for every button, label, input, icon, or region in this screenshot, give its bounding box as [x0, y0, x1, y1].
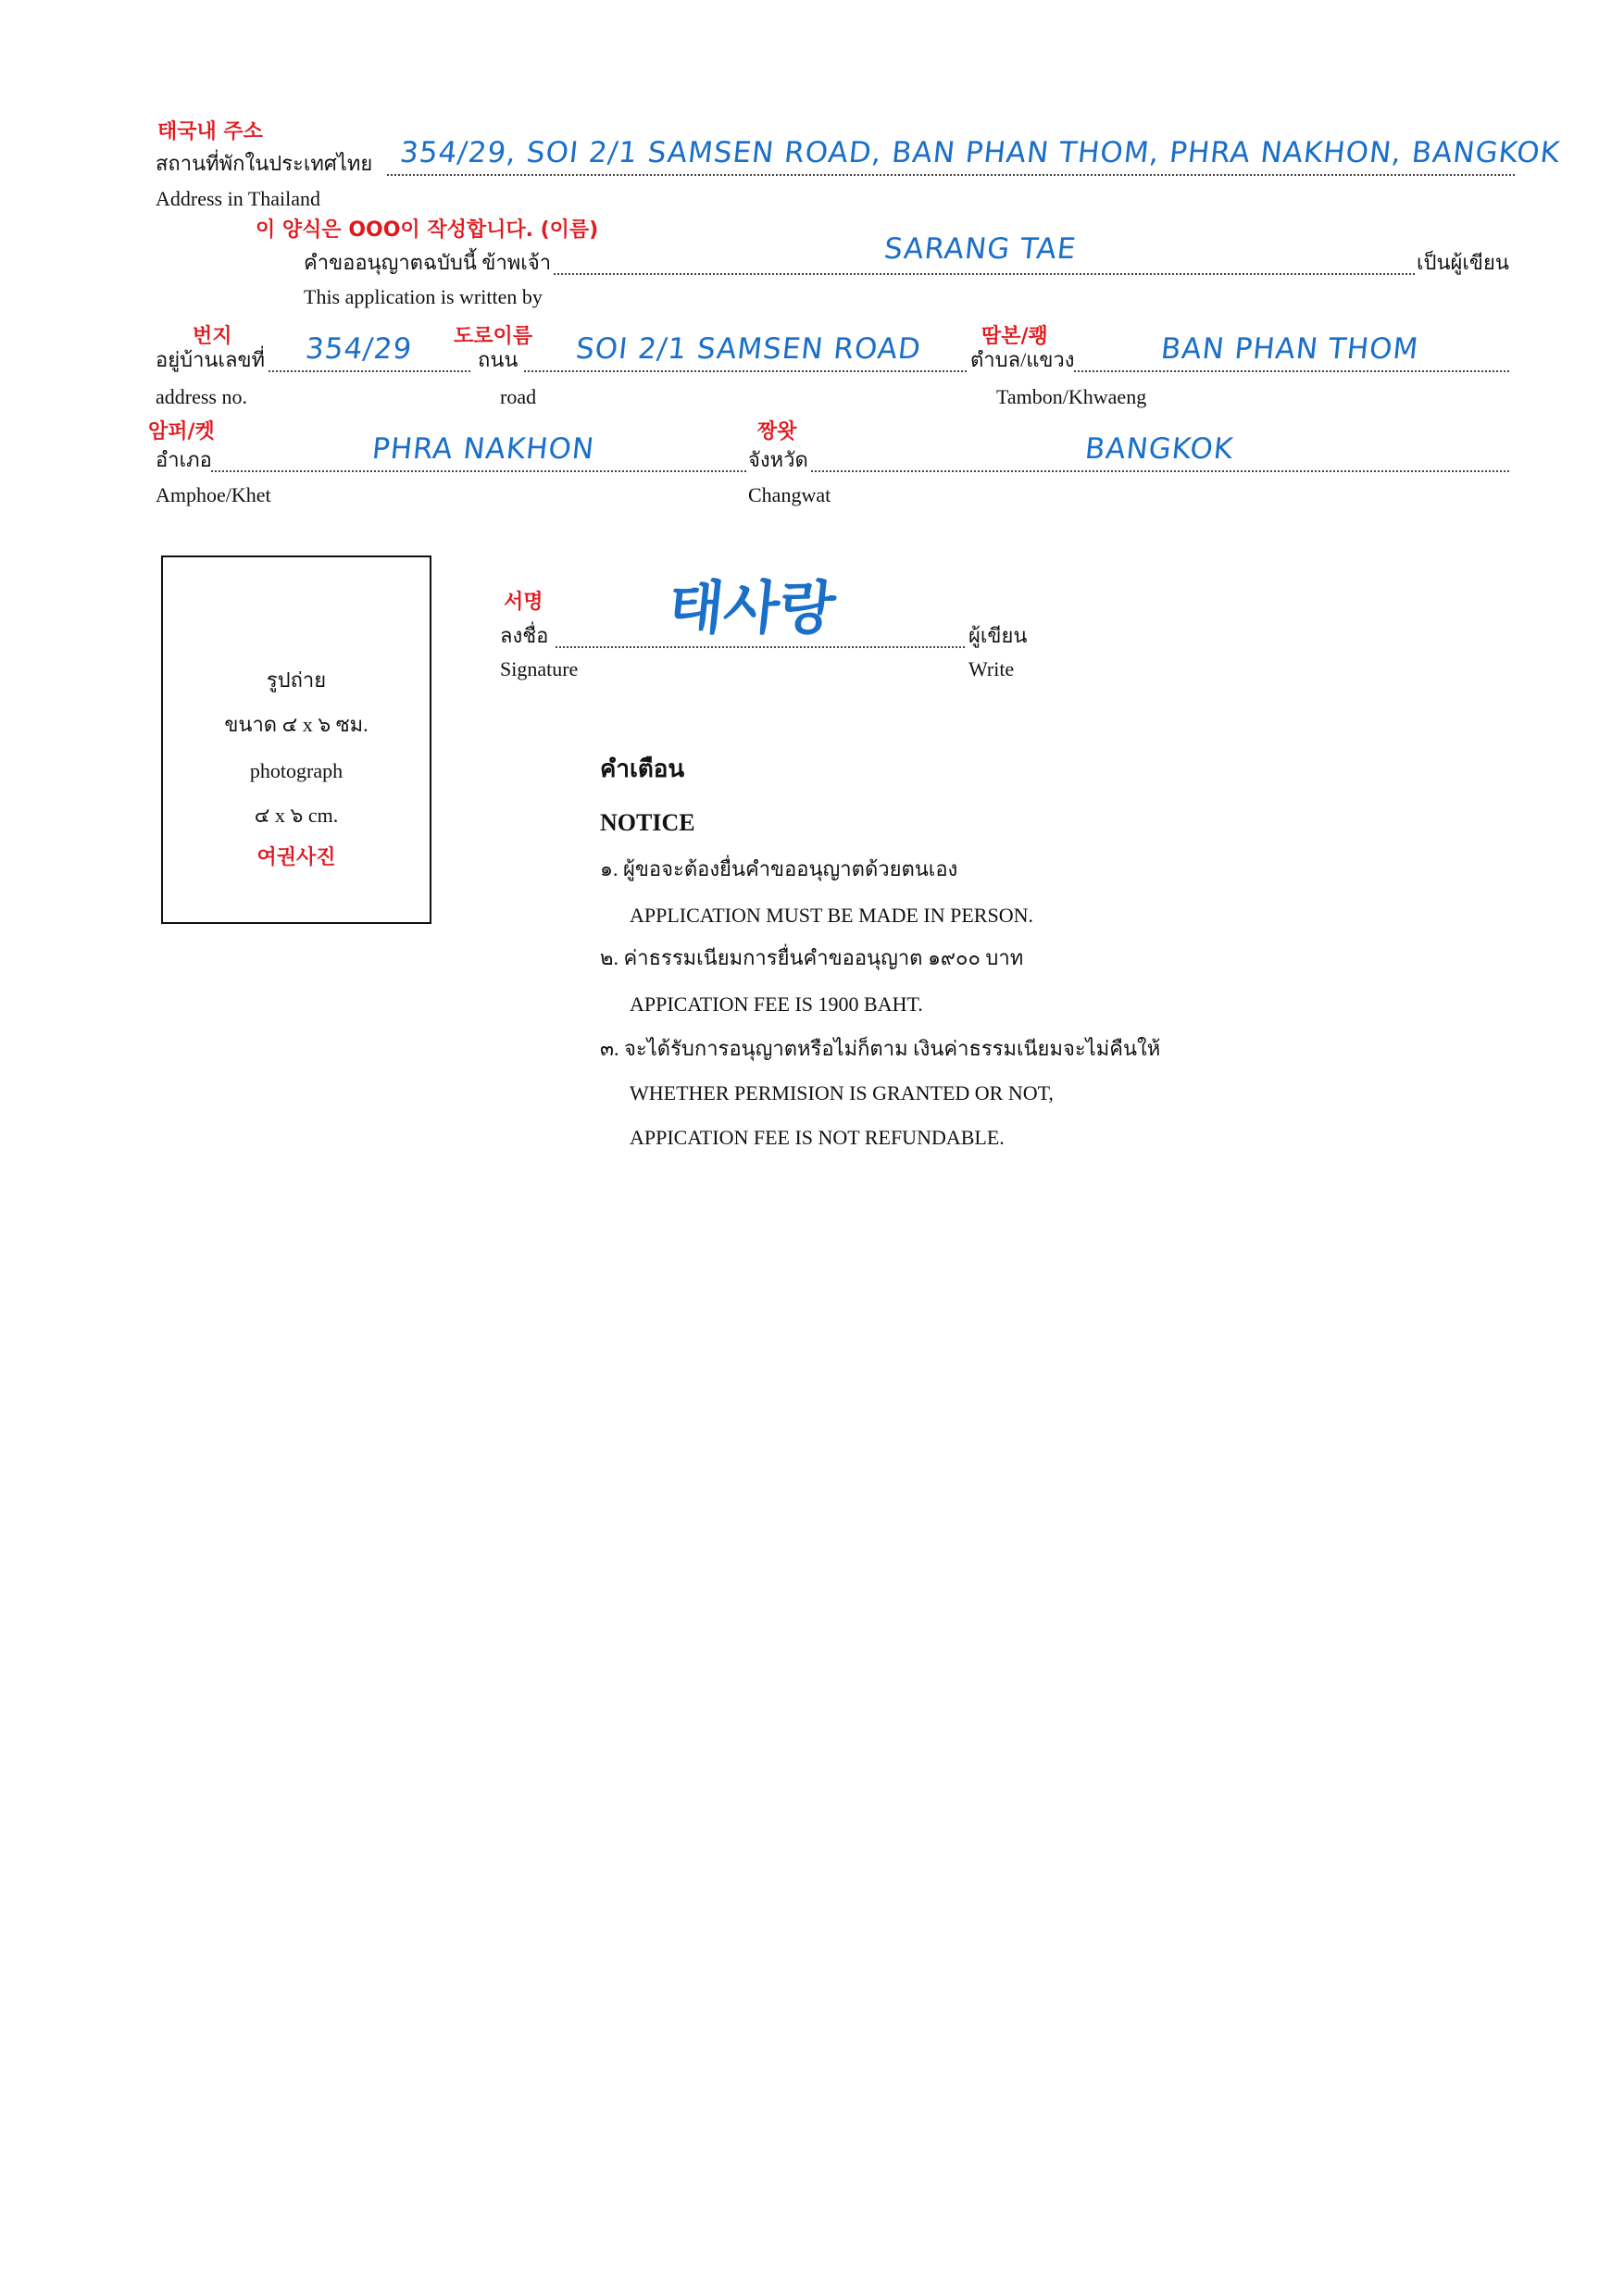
notice-item-3-th: ๓. จะได้รับการอนุญาตหรือไม่ก็ตาม เงินค่าธรรมเนียมจะไม่คืนให้	[600, 1037, 1161, 1060]
house-no-en-label: address no.	[156, 385, 247, 408]
road-en-label: road	[500, 385, 537, 408]
amphoe-en-label: Amphoe/Khet	[156, 483, 271, 506]
photo-kr-label: 여권사진	[256, 846, 336, 869]
signature-kr-label: 서명	[504, 591, 543, 614]
address-kr-label: 태국내 주소	[157, 120, 263, 144]
tambon-th-label: ตำบล/แขวง	[970, 348, 1075, 371]
road-field-line[interactable]	[524, 370, 967, 372]
writer-field-line[interactable]	[554, 273, 1415, 275]
amphoe-value: PHRA NAKHON	[370, 432, 596, 466]
road-kr-label: 도로이름	[454, 325, 533, 348]
address-field-line[interactable]	[387, 174, 1515, 176]
road-value: SOI 2/1 SAMSEN ROAD	[574, 332, 923, 366]
amphoe-th-label: อำเภอ	[156, 448, 212, 471]
notice-th-title: คำเตือน	[600, 755, 685, 782]
tambon-en-label: Tambon/Khwaeng	[996, 385, 1147, 408]
changwat-th-label: จังหวัด	[748, 448, 808, 471]
signature-field-line[interactable]	[556, 646, 965, 648]
changwat-en-label: Changwat	[748, 483, 831, 506]
notice-en-title: NOTICE	[600, 809, 695, 836]
notice-item-2-th: ๒. ค่าธรรมเนียมการยื่นคำขออนุญาต ๑๙๐๐ บาท	[600, 946, 1024, 969]
signature-value: 태사랑	[665, 574, 839, 642]
photo-box	[161, 555, 431, 924]
notice-item-1-en: APPLICATION MUST BE MADE IN PERSON.	[630, 904, 1033, 927]
signature-th-suffix: ผู้เขียน	[968, 624, 1028, 647]
address-en-label: Address in Thailand	[156, 187, 321, 210]
writer-value: SARANG TAE	[882, 232, 1079, 266]
road-th-label: ถนน	[478, 348, 518, 371]
house-no-value: 354/29	[304, 332, 415, 366]
house-no-th-label: อยู่บ้านเลขที่	[156, 348, 266, 371]
tambon-kr-label: 땀본/쾡	[981, 325, 1048, 348]
amphoe-field-line[interactable]	[211, 470, 746, 472]
changwat-value: BANGKOK	[1083, 432, 1236, 466]
tambon-field-line[interactable]	[1074, 370, 1509, 372]
amphoe-kr-label: 암퍼/켓	[148, 420, 215, 443]
writer-kr-note: 이 양식은 OOO이 작성합니다. (이름)	[256, 218, 599, 242]
writer-th-label: คำขออนุญาตฉบับนี้ ข้าพเจ้า	[304, 251, 552, 274]
house-no-field-line[interactable]	[269, 370, 470, 372]
photo-en-line2: ๔ x ๖ cm.	[254, 804, 339, 827]
tambon-value: BAN PHAN THOM	[1159, 332, 1421, 366]
changwat-field-line[interactable]	[811, 470, 1509, 472]
photo-th-line1: รูปถ่าย	[266, 668, 327, 692]
photo-en-line1: photograph	[249, 759, 344, 782]
address-th-label: สถานที่พักในประเทศไทย	[156, 152, 373, 175]
writer-en-label: This application is written by	[304, 285, 543, 308]
address-value: 354/29, SOI 2/1 SAMSEN ROAD, BAN PHAN THOM, PHRA NAKHON, BANGKOK	[398, 136, 1562, 169]
changwat-kr-label: 짱왓	[757, 420, 797, 443]
notice-item-1-th: ๑. ผู้ขอจะต้องยื่นคำขออนุญาตด้วยตนเอง	[600, 857, 958, 880]
photo-th-line2: ขนาด ๔ x ๖ ซม.	[224, 713, 369, 736]
notice-item-3-en-line1: WHETHER PERMISION IS GRANTED OR NOT,	[630, 1081, 1054, 1104]
signature-en-suffix: Write	[968, 657, 1015, 680]
writer-th-suffix: เป็นผู้เขียน	[1417, 251, 1509, 274]
signature-th-label: ลงชื่อ	[500, 624, 549, 647]
house-no-kr-label: 번지	[193, 325, 232, 348]
notice-item-2-en: APPICATION FEE IS 1900 BAHT.	[630, 992, 923, 1016]
notice-item-3-en-line2: APPICATION FEE IS NOT REFUNDABLE.	[630, 1126, 1005, 1149]
signature-en-label: Signature	[500, 657, 579, 680]
